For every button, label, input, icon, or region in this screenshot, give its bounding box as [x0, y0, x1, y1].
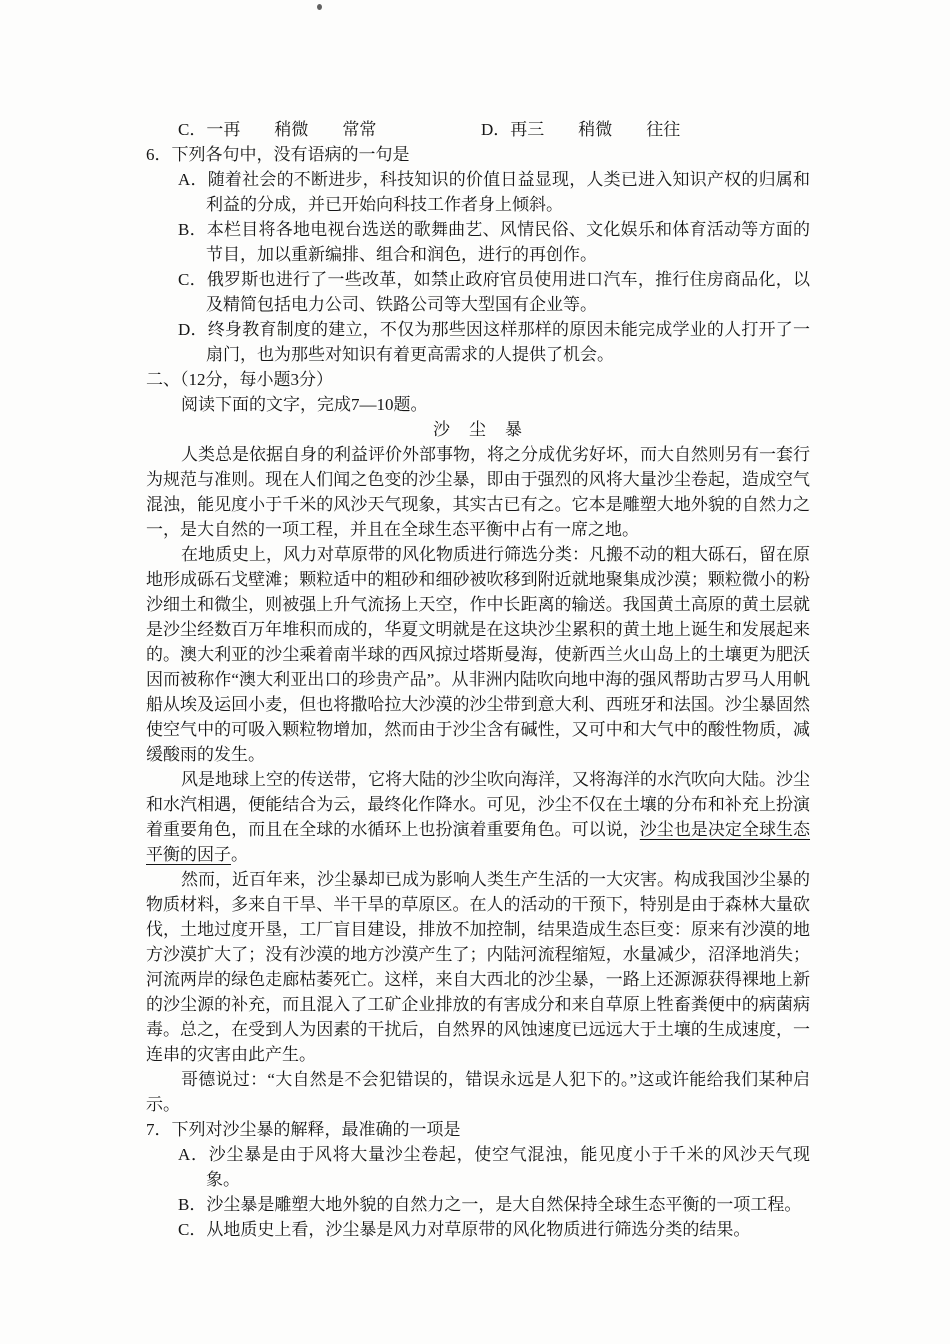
q6-option-b: B．本栏目将各地电视台选送的歌舞曲艺、风情民俗、文化娱乐和体育活动等方面的节目，加以重新编排、组合和润色，进行的再创作。 — [178, 220, 810, 264]
section-heading: 二、（12分，每小题3分） — [146, 370, 333, 389]
essay-title: 沙 尘 暴 — [433, 420, 523, 439]
essay-paragraph-2: 在地质史上，风力对草原带的风化物质进行筛选分类：凡搬不动的粗大砾石，留在原地形成砾石戈壁滩；颗粒适中的粗砂和细砂被吹移到附近就地聚集成沙漠；颗粒微小的粉沙细土和微尘，则被强上升气流扬上天空，作中长距离的输送。我国黄土高原的黄土层就是沙尘经数百万年堆积而成的，华夏文明就是在这块沙尘累积的黄土地上诞生和发展起来的。澳大利亚的沙尘乘着南半球的西风掠过塔斯曼海，使新西兰火山岛上的土壤更为肥沃因而被称作“澳大利亚出口的珍贵产品”。从非洲内陆吹向地中海的强风帮助古罗马人用帆船从埃及运回小麦，但也将撒哈拉大沙漠的沙尘带到意大利、西班牙和法国。沙尘暴固然使空气中的可吸入颗粒物增加，然而由于沙尘含有碱性，又可中和大气中的酸性物质，减缓酸雨的发生。 — [146, 545, 810, 764]
q6-stem: 6．下列各句中，没有语病的一句是 — [146, 145, 410, 164]
q7-option-c: C．从地质史上看，沙尘暴是风力对草原带的风化物质进行筛选分类的结果。 — [178, 1220, 751, 1239]
q7-option-b: B．沙尘暴是雕塑大地外貌的自然力之一，是大自然保持全球生态平衡的一项工程。 — [178, 1195, 802, 1214]
q7-option-a: A．沙尘暴是由于风将大量沙尘卷起，使空气混浊，能见度小于千米的风沙天气现象。 — [178, 1145, 810, 1189]
scan-speck — [317, 4, 322, 10]
essay-paragraph-3-text: 风是地球上空的传送带，它将大陆的沙尘吹向海洋，又将海洋的水汽吹向大陆。沙尘和水汽相遇，便能结合为云，最终化作降水。可见，沙尘不仅在土壤的分布和补充上扮演着重要角色，而且在全球的水循环上也扮演着重要角色。可以说， — [146, 770, 810, 839]
q6-option-d: D．终身教育制度的建立，不仅为那些因这样那样的原因未能完成学业的人打开了一扇门，也为那些对知识有着更高需求的人提供了机会。 — [178, 320, 810, 364]
underlined-phrase: 沙尘也是决定全球生态平衡的因子 — [146, 820, 811, 864]
q5-options-row — [146, 117, 810, 142]
q7-stem: 7．下列对沙尘暴的解释，最准确的一项是 — [146, 1120, 461, 1139]
q5-option-c: C．一再 稍微 常常 — [178, 120, 377, 139]
essay-paragraph-5: 哥德说过：“大自然是不会犯错误的，错误永远是人犯下的。”这或许能给我们某种启示。 — [146, 1070, 810, 1114]
q5-option-d: D．再三 稍微 往往 — [481, 120, 681, 139]
reading-instruction: 阅读下面的文字，完成7—10题。 — [181, 395, 428, 414]
q6-option-c: C．俄罗斯也进行了一些改革，如禁止政府官员使用进口汽车，推行住房商品化，以及精简包括电力公司、铁路公司等大型国有企业等。 — [178, 270, 810, 314]
essay-paragraph-3-period: 。 — [231, 845, 248, 864]
q6-option-a: A．随着社会的不断进步，科技知识的价值日益显现，人类已进入知识产权的归属和利益的分成，并已开始向科技工作者身上倾斜。 — [178, 170, 810, 214]
essay-paragraph-1: 人类总是依据自身的利益评价外部事物，将之分成优劣好坏，而大自然则另有一套行为规范与准则。现在人们闻之色变的沙尘暴，即由于强烈的风将大量沙尘卷起，造成空气混浊，能见度小于千米的风沙天气现象，其实古已有之。它本是雕塑大地外貌的自然力之一，是大自然的一项工程，并且在全球生态平衡中占有一席之地。 — [146, 445, 810, 539]
essay-paragraph-4: 然而，近百年来，沙尘暴却已成为影响人类生产生活的一大灾害。构成我国沙尘暴的物质材料，多来自干旱、半干旱的草原区。在人的活动的干预下，特别是由于森林大量砍伐，土地过度开垦，工厂盲目建设，排放不加控制，结果造成生态巨变：原来有沙漠的地方沙漠扩大了；没有沙漠的地方沙漠产生了；内陆河流程缩短，水量减少，沼泽地消失；河流两岸的绿色走廊枯萎死亡。这样，来自大西北的沙尘暴，一路上还源源获得裸地上新的沙尘源的补充，而且混入了工矿企业排放的有害成分和来自草原上牲畜粪便中的病菌病毒。总之，在受到人为因素的干扰后，自然界的风蚀速度已远远大于土壤的生成速度，一连串的灾害由此产生。 — [146, 870, 810, 1064]
essay-paragraph-3 — [146, 767, 810, 867]
